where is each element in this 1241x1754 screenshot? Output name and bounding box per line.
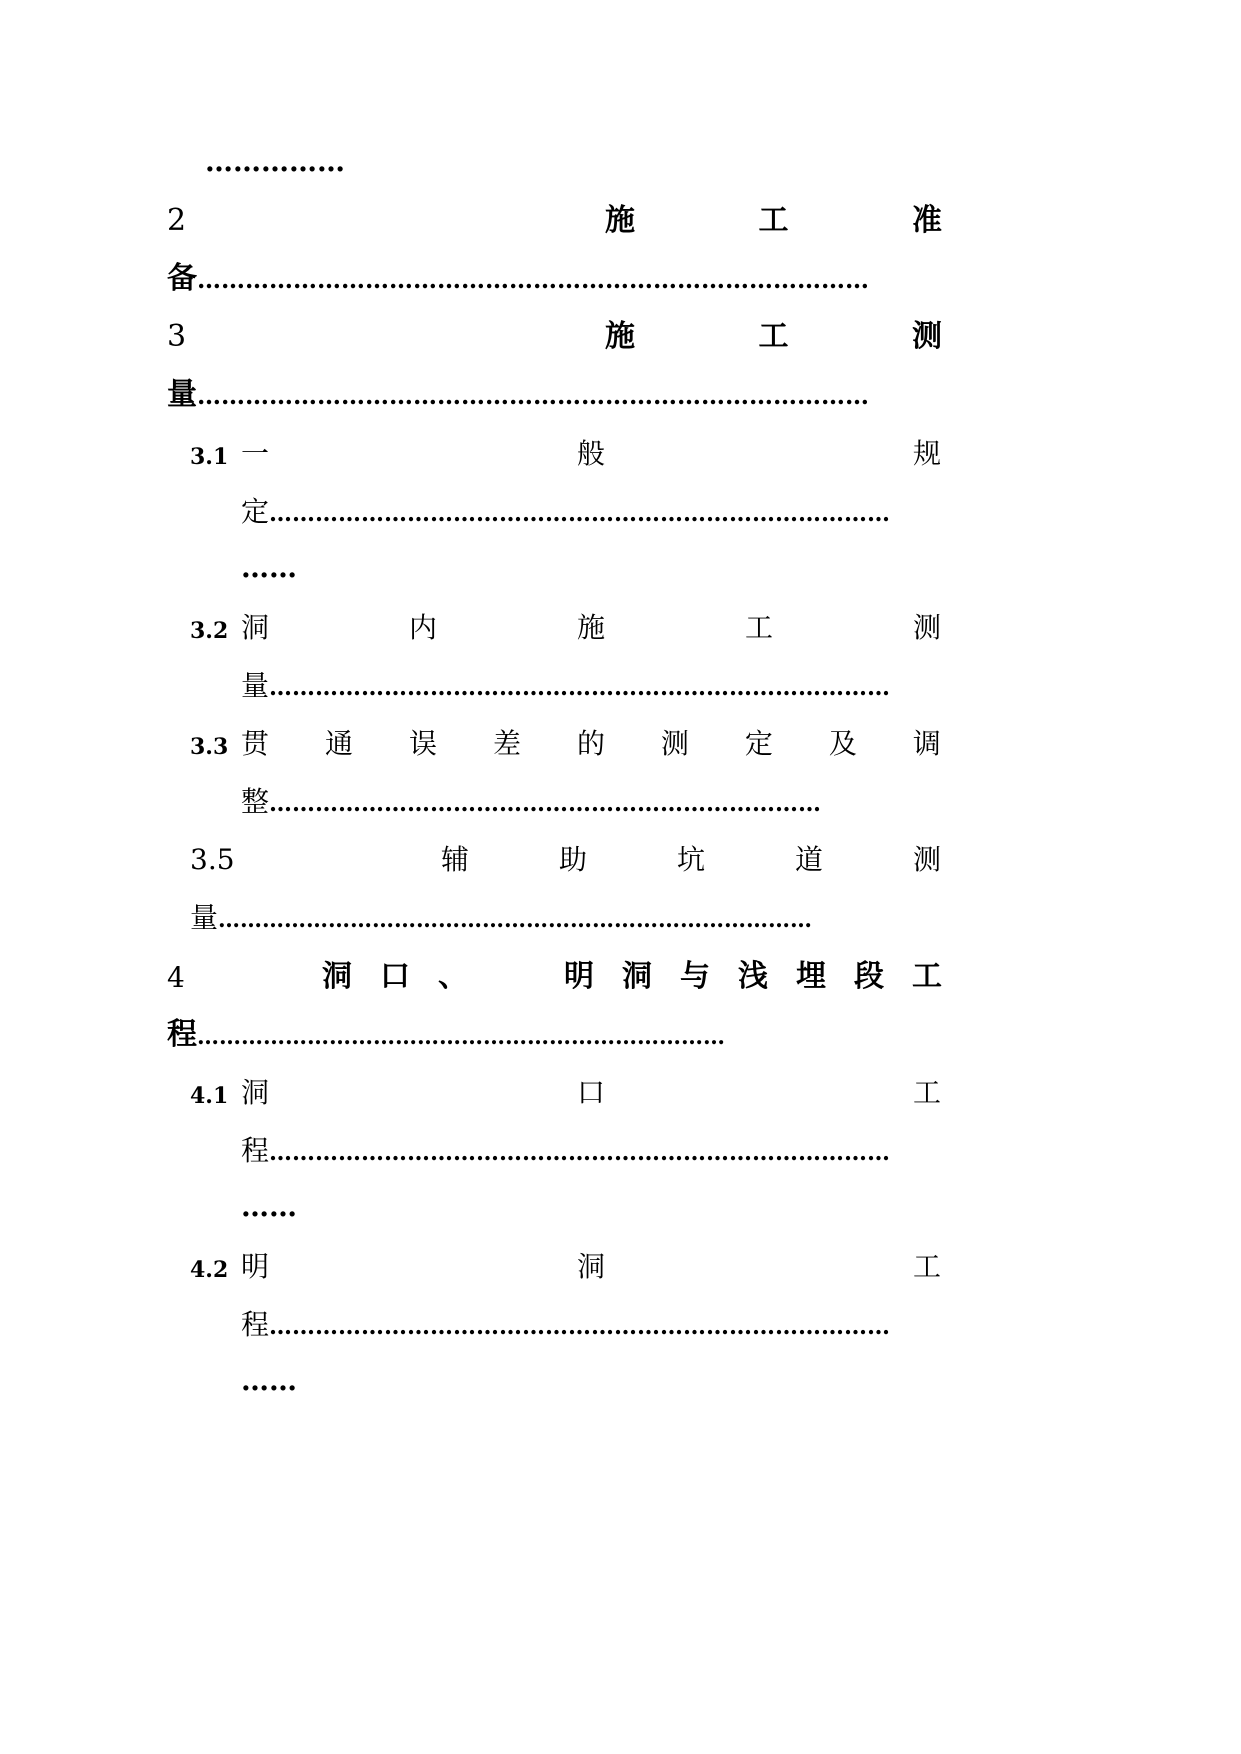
toc-entry-3-5-leader: ……………………………………………………………………… bbox=[218, 907, 813, 933]
toc-entry-2-char: 工 bbox=[758, 203, 789, 238]
toc-entry-2-title bbox=[605, 203, 942, 238]
toc-entry-3-5-wrap bbox=[190, 901, 813, 934]
toc-entry-4-1-title bbox=[241, 1076, 941, 1109]
toc-entry-3-char: 工 bbox=[758, 319, 789, 354]
toc-entry-4-wrap-char: 程 bbox=[167, 1017, 197, 1052]
toc-entry-3-1-wrap-char: 定 bbox=[241, 495, 270, 528]
toc-entry-4-char: 口 bbox=[380, 959, 410, 994]
toc-entry-4-2-number: 4.2 bbox=[190, 1257, 229, 1283]
toc-entry-3-wrap bbox=[167, 377, 869, 412]
toc-entry-3-2-title bbox=[241, 611, 941, 644]
toc-entry-3-3-char: 测 bbox=[660, 727, 689, 760]
toc-entry-3-3-char: 及 bbox=[828, 727, 857, 760]
toc-entry-3-5-number: 3.5 bbox=[190, 843, 235, 876]
toc-entry-3-2-char: 内 bbox=[408, 611, 437, 644]
toc-entry-3-2-char: 测 bbox=[912, 611, 941, 644]
toc-entry-3-3-wrap-char: 整 bbox=[241, 785, 270, 818]
toc-entry-2-wrap-char: 备 bbox=[167, 261, 197, 296]
toc-entry-4-char: 浅 bbox=[738, 959, 768, 994]
toc-entry-3-number: 3 bbox=[167, 319, 187, 354]
toc-entry-4-2-char: 工 bbox=[912, 1250, 941, 1283]
toc-entry-3-char: 测 bbox=[912, 319, 942, 354]
toc-entry-4-2-leader: ……………………………………………………………………… bbox=[269, 1313, 891, 1340]
toc-entry-3-5-char: 道 bbox=[794, 843, 823, 876]
toc-entry-3-5-wrap-char: 量 bbox=[190, 901, 219, 934]
toc-entry-3-1-number: 3.1 bbox=[190, 444, 229, 470]
toc-entry-3-3-char: 差 bbox=[492, 727, 521, 760]
toc-entry-3-3-char: 贯 bbox=[241, 727, 270, 760]
toc-entry-4-char: 洞 bbox=[322, 959, 352, 994]
toc-entry-3-3-leader: ……………………………………………………………… bbox=[269, 790, 822, 817]
toc-entry-4-number: 4 bbox=[167, 961, 185, 994]
toc-entry-4-1-wrap-char: 程 bbox=[241, 1134, 270, 1167]
toc-entry-2-char: 准 bbox=[912, 203, 942, 238]
toc-entry-3-5-char: 助 bbox=[558, 843, 587, 876]
toc-entry-3-2-char: 工 bbox=[744, 611, 773, 644]
toc-entry-3-2-wrap bbox=[241, 669, 891, 702]
toc-entry-3-2-char: 施 bbox=[576, 611, 605, 644]
toc-entry-3-3-wrap bbox=[241, 785, 822, 818]
toc-entry-3-char: 施 bbox=[605, 319, 635, 354]
toc-entry-2-wrap bbox=[167, 261, 869, 296]
toc-entry-3-5-char: 坑 bbox=[676, 843, 705, 876]
toc-entry-3-1-char: 规 bbox=[912, 437, 941, 470]
toc-entry-4-2-wrap bbox=[241, 1308, 891, 1341]
toc-entry-4-1-leader-end: …… bbox=[241, 1190, 297, 1223]
toc-entry-4-leader: ……………………………………………………………… bbox=[197, 1024, 725, 1050]
toc-leader-continuation: …………… bbox=[205, 145, 345, 178]
toc-entry-3-leader: ………………………………………………………………………… bbox=[197, 381, 869, 410]
toc-entry-4-char: 工 bbox=[912, 959, 942, 994]
toc-entry-4-2-title bbox=[241, 1250, 941, 1283]
toc-entry-2-char: 施 bbox=[605, 203, 635, 238]
toc-entry-3-3-char: 的 bbox=[576, 727, 605, 760]
toc-entry-3-3-char: 定 bbox=[744, 727, 773, 760]
toc-entry-4-1-char: 洞 bbox=[241, 1076, 270, 1109]
toc-entry-4-2-leader-end: …… bbox=[241, 1364, 297, 1397]
toc-entry-3-2-wrap-char: 量 bbox=[241, 669, 270, 702]
toc-entry-4-2-char: 洞 bbox=[576, 1250, 605, 1283]
toc-entry-3-3-title bbox=[241, 727, 941, 760]
toc-entry-4-char: 洞 bbox=[622, 959, 652, 994]
toc-entry-4-wrap bbox=[167, 1017, 725, 1052]
toc-entry-2-leader: ………………………………………………………………………… bbox=[197, 265, 869, 294]
toc-entry-4-2-char: 明 bbox=[241, 1250, 270, 1283]
toc-entry-4-char: 明 bbox=[564, 959, 594, 994]
toc-entry-2-number: 2 bbox=[167, 203, 187, 238]
toc-entry-3-3-number: 3.3 bbox=[190, 734, 229, 760]
toc-entry-4-1-char: 工 bbox=[912, 1076, 941, 1109]
toc-entry-3-3-char: 误 bbox=[408, 727, 437, 760]
toc-entry-4-char: 与 bbox=[680, 959, 710, 994]
toc-entry-4-1-number: 4.1 bbox=[190, 1083, 229, 1109]
toc-entry-4-1-wrap bbox=[241, 1134, 891, 1167]
toc-entry-3-1-leader-end: …… bbox=[241, 551, 297, 584]
toc-entry-3-1-title bbox=[241, 437, 941, 470]
toc-entry-3-1-char: 般 bbox=[576, 437, 605, 470]
toc-entry-4-2-wrap-char: 程 bbox=[241, 1308, 270, 1341]
toc-entry-4-1-char: 口 bbox=[576, 1076, 605, 1109]
toc-entry-3-1-char: 一 bbox=[241, 437, 270, 470]
toc-entry-3-1-leader: ……………………………………………………………………… bbox=[269, 500, 891, 527]
toc-entry-3-2-number: 3.2 bbox=[190, 618, 229, 644]
toc-entry-3-2-char: 洞 bbox=[241, 611, 270, 644]
toc-entry-3-5-title bbox=[441, 843, 941, 876]
toc-entry-4-char: 段 bbox=[854, 959, 884, 994]
toc-entry-3-title bbox=[605, 319, 942, 354]
toc-entry-4-char: 、 bbox=[438, 959, 468, 994]
toc-entry-3-wrap-char: 量 bbox=[167, 377, 197, 412]
toc-entry-3-1-wrap bbox=[241, 495, 891, 528]
toc-entry-4-title bbox=[322, 959, 942, 994]
toc-entry-3-5-char: 测 bbox=[912, 843, 941, 876]
toc-entry-3-5-char: 辅 bbox=[441, 843, 470, 876]
toc-entry-3-2-leader: ……………………………………………………………………… bbox=[269, 674, 891, 701]
toc-entry-4-char: 埋 bbox=[796, 959, 826, 994]
toc-entry-3-3-char: 通 bbox=[324, 727, 353, 760]
toc-entry-3-3-char: 调 bbox=[912, 727, 941, 760]
toc-entry-4-1-leader: ……………………………………………………………………… bbox=[269, 1139, 891, 1166]
